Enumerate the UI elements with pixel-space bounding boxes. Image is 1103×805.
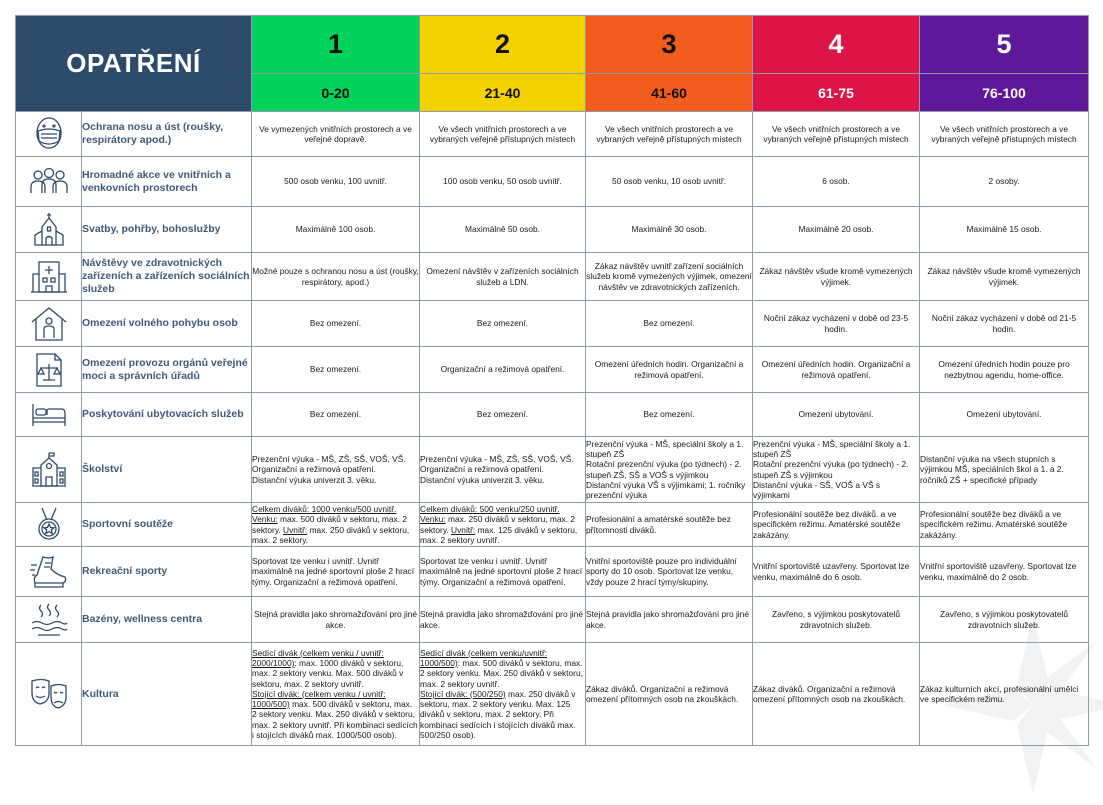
sport-l1-total: Celkem diváků: 1000 venku/500 uvnitř. — [252, 503, 397, 514]
cell-sport-competitions-level-2 — [420, 503, 586, 547]
cell-movement-level-5: Noční zákaz vycházení v době od 21-5 hodin. — [920, 301, 1089, 347]
cell-visits-level-5: Zákaz návštěv všude kromě vymezených výjimek. — [920, 253, 1089, 301]
measures-table — [15, 15, 1089, 746]
cell-accommodation-level-4: Omezení ubytování. — [753, 393, 920, 437]
table-row — [16, 301, 1089, 347]
cell-visits-level-1: Možné pouze s ochranou nosu a úst (roušky, respirátory, apod.) — [252, 253, 420, 301]
row-label-culture: Kultura — [82, 643, 252, 746]
culture-l1-standing-text: max. 500 diváků v sektoru, max. 2 sektory venku. Max. 250 diváků v sektoru, max. 2 sektory uvnitř. Při kombinaci sedících i stojících diváků max. 1000/500 osob). — [252, 699, 418, 741]
cell-masks-level-2: Ve všech vnitřních prostorech a ve vybraných veřejně přístupných místech — [420, 112, 586, 157]
schools-l2-line-1: Prezenční výuka - MŠ, ZŠ, SŠ, VOŠ, VŠ. — [420, 454, 574, 465]
row-label-mass-events: Hromadné akce ve vnitřních a venkovních prostorech — [82, 157, 252, 207]
schools-l4-line-2: Rotační prezenční výuka (po týdnech) - 2. stupeň ZŠ s výjimkou — [753, 459, 909, 480]
cell-weddings-level-4: Maximálně 20 osob. — [753, 207, 920, 253]
level-1-range: 0-20 — [252, 74, 420, 112]
culture-l2-standing-text: max. 250 diváků v sektoru, max. 2 sektory venku. Max. 125 diváků v sektoru, max. 2 sektory. Při kombinaci sedících i stojících diváků max. 500/250 osob). — [420, 688, 576, 741]
cell-visits-level-3: Zákaz návštěv uvnitř zařízení sociálních služeb kromě vymezených výjimek, omezení návštěv ve zdravotnických zařízeních. — [586, 253, 753, 301]
table-row — [16, 112, 1089, 157]
cell-recreational-sports-level-1: Sportovat lze venku i uvnitř. Uvnitř maximálně na jedné sportovní ploše 2 hrací týmy. Organizační a režimová opatření. — [252, 547, 420, 597]
sport-l2-inside-text: max. 125 diváků v sektoru, max. 2 sektory uvnitř. — [420, 524, 578, 545]
row-label-accommodation: Poskytování ubytovacích služeb — [82, 393, 252, 437]
cell-masks-level-5: Ve všech vnitřních prostorech a ve vybraných veřejně přístupných místech — [920, 112, 1089, 157]
level-5-number: 5 — [920, 16, 1089, 74]
schools-l2-line-2: Organizační a režimová opatření. — [420, 464, 544, 475]
cell-accommodation-level-2: Bez omezení. — [420, 393, 586, 437]
cell-pools-level-1: Stejná pravidla jako shromažďování pro jiné akce. — [252, 597, 420, 643]
sport-l1-outside-text: max. 500 diváků v sektoru, max. 2 sektory. — [252, 514, 408, 535]
cell-accommodation-level-5: Omezení ubytování. — [920, 393, 1089, 437]
cell-mass-events-level-1: 500 osob venku, 100 uvnitř. — [252, 157, 420, 207]
medal-icon — [29, 506, 69, 544]
scales-document-icon — [29, 351, 69, 389]
culture-l1-standing-label: Stojící divák: (celkem venku / uvnitř: 1000/500) — [252, 688, 386, 710]
row-label-movement: Omezení volného pohybu osob — [82, 301, 252, 347]
culture-l2-seated-label: Sedící divák (celkem venku/uvnitř: 1000/500) — [420, 647, 548, 668]
table-row — [16, 437, 1089, 503]
sport-l2-inside-label: Uvnitř: — [451, 524, 476, 535]
cell-mass-events-level-4: 6 osob. — [753, 157, 920, 207]
cell-recreational-sports-level-3: Vnitřní sportoviště pouze pro individuální sporty do 10 osob. Sportovat lze venku, vždy pouze 2 hrací týmy/skupiny. — [586, 547, 753, 597]
cell-pools-level-3: Stejná pravidla jako shromažďování pro jiné akce. — [586, 597, 753, 643]
cell-culture-level-4: Zákaz diváků. Organizační a režimová omezení přítomných osob na zkouškách. — [753, 643, 920, 746]
church-icon — [29, 211, 69, 249]
cell-weddings-level-1: Maximálně 100 osob. — [252, 207, 420, 253]
cell-mass-events-level-3: 50 osob venku, 10 osob uvnitř. — [586, 157, 753, 207]
table-row — [16, 597, 1089, 643]
cell-culture-level-1 — [252, 643, 420, 746]
schools-l2-line-3: Distanční výuka univerzit 3. věku. — [420, 474, 545, 485]
sport-l1-outside-label: Venku: — [252, 514, 278, 525]
school-building-icon — [29, 451, 69, 489]
row-label-pools: Bazény, wellness centra — [82, 597, 252, 643]
culture-l2-standing-label: Stojící divák: (500/250) — [420, 688, 506, 699]
schools-l3-line-3: Distanční výuka VŠ s výjimkami; 1. ročníky prezenční výuka — [586, 479, 746, 501]
cell-schools-level-3 — [586, 437, 753, 503]
cell-masks-level-1: Ve vymezených vnitřních prostorech a ve veřejné dopravě. — [252, 112, 420, 157]
cell-offices-level-5: Omezení úředních hodin pouze pro nezbytnou agendu, home-office. — [920, 347, 1089, 393]
culture-l1-seated-label: Sedící divák (celkem venku / uvnitř: 2000/1000) — [252, 647, 384, 668]
cell-culture-level-5: Zákaz kulturních akcí, profesionální umělci ve specifickém režimu. — [920, 643, 1089, 746]
table-row — [16, 347, 1089, 393]
cell-movement-level-2: Bez omezení. — [420, 301, 586, 347]
sport-l2-total: Celkem diváků: 500 venku/250 uvnitř. — [420, 503, 560, 514]
level-3-range: 41-60 — [586, 74, 753, 112]
pool-steam-icon — [29, 601, 69, 639]
schools-l4-line-3: Distanční výuka - SŠ, VOŠ a VŠ s výjimkami — [753, 479, 881, 501]
cell-offices-level-1: Bez omezení. — [252, 347, 420, 393]
running-shoe-icon — [29, 553, 69, 591]
cell-weddings-level-5: Maximálně 15 osob. — [920, 207, 1089, 253]
schools-l1-line-3: Distanční výuka univerzit 3. věku. — [252, 474, 377, 485]
cell-visits-level-2: Omezení návštěv v zařízeních sociálních služeb a LDN. — [420, 253, 586, 301]
row-label-visits: Návštěvy ve zdravotnických zařízeních a zařízeních sociálních služeb — [82, 253, 252, 301]
row-label-offices: Omezení provozu orgánů veřejné moci a správních úřadů — [82, 347, 252, 393]
level-4-range: 61-75 — [753, 74, 920, 112]
cell-pools-level-4: Zavřeno, s výjimkou poskytovatelů zdravotních služeb. — [753, 597, 920, 643]
cell-recreational-sports-level-4: Vnitřní sportoviště uzavřeny. Sportovat lze venku, maximálně do 6 osob. — [753, 547, 920, 597]
row-label-recreational-sports: Rekreační sporty — [82, 547, 252, 597]
row-label-schools: Školství — [82, 437, 252, 503]
cell-schools-level-2 — [420, 437, 586, 503]
table-row — [16, 503, 1089, 547]
table-row — [16, 643, 1089, 746]
hospital-icon — [29, 258, 69, 296]
table-row — [16, 393, 1089, 437]
cell-movement-level-1: Bez omezení. — [252, 301, 420, 347]
cell-sport-competitions-level-5: Profesionální soutěže bez diváků a ve specifickém režimu. Amatérské soutěže zakázány. — [920, 503, 1089, 547]
cell-movement-level-4: Noční zákaz vycházení v době od 23-5 hodin. — [753, 301, 920, 347]
cell-mass-events-level-2: 100 osob venku, 50 osob uvnitř. — [420, 157, 586, 207]
cell-sport-competitions-level-3: Profesionální a amatérské soutěže bez přítomnosti diváků. — [586, 503, 753, 547]
cell-offices-level-3: Omezení úředních hodin. Organizační a režimová opatření. — [586, 347, 753, 393]
cell-weddings-level-2: Maximálně 50 osob. — [420, 207, 586, 253]
cell-schools-level-1 — [252, 437, 420, 503]
face-mask-icon — [29, 115, 69, 153]
sport-l1-inside-label: Uvnitř: — [283, 524, 308, 535]
cell-mass-events-level-5: 2 osoby. — [920, 157, 1089, 207]
group-people-icon — [29, 163, 69, 201]
cell-masks-level-4: Ve všech vnitřních prostorech a ve vybraných veřejně přístupných místech — [753, 112, 920, 157]
cell-accommodation-level-1: Bez omezení. — [252, 393, 420, 437]
theater-masks-icon — [29, 675, 69, 713]
sport-l2-outside-label: Venku: — [420, 514, 446, 525]
level-5-range: 76-100 — [920, 74, 1089, 112]
cell-culture-level-2 — [420, 643, 586, 746]
level-4-number: 4 — [753, 16, 920, 74]
cell-offices-level-2: Organizační a režimová opatření. — [420, 347, 586, 393]
schools-l1-line-1: Prezenční výuka - MŠ, ZŠ, SŠ, VOŠ, VŠ. — [252, 454, 406, 465]
cell-offices-level-4: Omezení úředních hodin. Organizační a režimová opatření. — [753, 347, 920, 393]
cell-movement-level-3: Bez omezení. — [586, 301, 753, 347]
cell-schools-level-4 — [753, 437, 920, 503]
culture-l2-seated-text: : max. 500 diváků v sektoru, max. 2 sektory venku. Max. 250 diváků v sektoru, max. 2 sektory uvnitř. — [420, 657, 583, 689]
cell-weddings-level-3: Maximálně 30 osob. — [586, 207, 753, 253]
cell-culture-level-3: Zákaz diváků. Organizační a režimová omezení přítomných osob na zkouškách. — [586, 643, 753, 746]
cell-pools-level-5: Zavřeno, s výjimkou poskytovatelů zdravotních služeb. — [920, 597, 1089, 643]
table-row — [16, 207, 1089, 253]
cell-masks-level-3: Ve všech vnitřních prostorech a ve vybraných veřejně přístupných místech — [586, 112, 753, 157]
level-2-range: 21-40 — [420, 74, 586, 112]
sport-l2-outside-text: max. 250 diváků v sektoru, max. 2 sektory. — [420, 514, 576, 535]
level-3-number: 3 — [586, 16, 753, 74]
schools-l1-line-2: Organizační a režimová opatření. — [252, 464, 376, 475]
bed-icon — [29, 396, 69, 434]
cell-sport-competitions-level-4: Profesionální soutěže bez diváků. a ve specifickém režimu. Amatérské soutěže zakázány. — [753, 503, 920, 547]
schools-l4-line-1: Prezenční výuka - MŠ, speciální školy a 1. stupeň ZŠ — [753, 438, 911, 459]
level-2-number: 2 — [420, 16, 586, 74]
table-row — [16, 253, 1089, 301]
table-row — [16, 157, 1089, 207]
cell-sport-competitions-level-1 — [252, 503, 420, 547]
cell-visits-level-4: Zákaz návštěv všude kromě vymezených výjimek. — [753, 253, 920, 301]
table-row — [16, 547, 1089, 597]
schools-l3-line-2: Rotační prezenční výuka (po týdnech) - 2. stupeň ZŠ, SŠ a VOŠ s výjimkou — [586, 459, 742, 480]
row-label-masks: Ochrana nosu a úst (roušky, respirátory apod.) — [82, 112, 252, 157]
schools-l5-line-1: Distanční výuka na všech stupních s výjimkou MŠ, speciálních škol a 1. a 2. ročníků ZŠ + specifické případy — [920, 454, 1064, 485]
table-title: OPATŘENÍ — [16, 16, 252, 112]
cell-recreational-sports-level-5: Vnitřní sportoviště uzavřeny. Sportovat lze venku, maximálně do 2 osob. — [920, 547, 1089, 597]
schools-l3-line-1: Prezenční výuka - MŠ, speciální školy a 1. stupeň ZŠ — [586, 438, 744, 459]
cell-schools-level-5 — [920, 437, 1089, 503]
sport-l1-inside-text: max. 250 diváků v sektoru, max. 2 sektory. — [252, 524, 410, 545]
cell-pools-level-2: Stejná pravidla jako shromažďování pro jiné akce. — [420, 597, 586, 643]
cell-accommodation-level-3: Bez omezení. — [586, 393, 753, 437]
culture-l1-seated-text: : max. 1000 diváků v sektoru, max. 2 sektory venku. Max. 500 diváků v sektoru, max. 2 sektory uvnitř. — [252, 657, 404, 689]
house-person-icon — [29, 305, 69, 343]
row-label-sport-competitions: Sportovní soutěže — [82, 503, 252, 547]
cell-recreational-sports-level-2: Sportovat lze venku i uvnitř. Uvnitř maximálně na jedné sportovní ploše 2 hrací týmy. Organizační a režimová opatření. — [420, 547, 586, 597]
row-label-weddings: Svatby, pohřby, bohoslužby — [82, 207, 252, 253]
level-1-number: 1 — [252, 16, 420, 74]
